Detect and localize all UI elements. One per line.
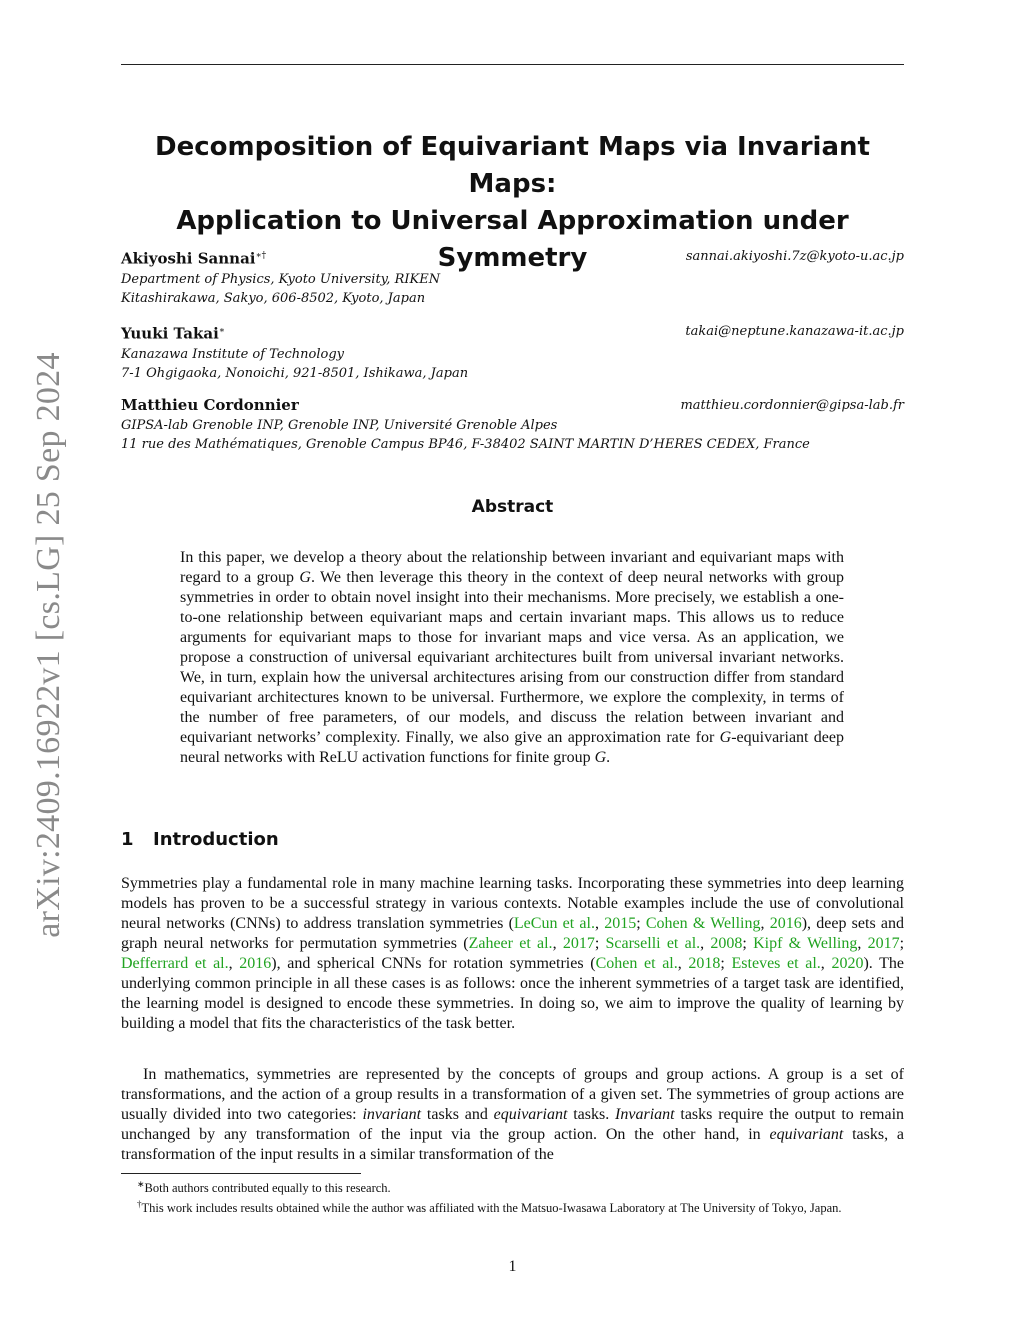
author-address: 11 rue des Mathématiques, Grenoble Campus BP46, F-38402 SAINT MARTIN D’HERES CEDEX, France — [121, 437, 810, 452]
citation-link[interactable]: 2015 — [604, 915, 637, 932]
section-number: 1 — [121, 829, 134, 850]
footnote-mark: † — [137, 1199, 142, 1210]
footnote-text: Both authors contributed equally to this research. — [144, 1181, 391, 1196]
body-text: ; — [636, 915, 646, 932]
body-text: , — [552, 935, 563, 952]
intro-paragraph-2 — [121, 1065, 904, 1165]
section-title: Introduction — [153, 829, 279, 850]
body-text: tasks require the output to remain unchanged by any transformation of the input via the group action. On the other hand, in — [121, 1106, 905, 1143]
author-name: Matthieu Cordonnier — [121, 396, 299, 414]
author-name: Yuuki Takai — [121, 324, 219, 343]
author-email[interactable]: sannai.akiyoshi.7z@kyoto-u.ac.jp — [685, 249, 904, 264]
author-address: 7-1 Ohgigaoka, Nonoichi, 921-8501, Ishikawa, Japan — [121, 365, 469, 381]
body-text: ; — [594, 935, 606, 952]
citation-link[interactable]: 2018 — [688, 955, 721, 972]
author-marks: ∗ — [218, 326, 225, 336]
math-symbol: G — [594, 749, 607, 766]
body-text: ; — [720, 955, 732, 972]
citation-link[interactable]: Zaheer et al. — [468, 935, 553, 952]
body-text: , — [857, 935, 868, 952]
body-text: ; — [899, 935, 905, 952]
citation-link[interactable]: Defferrard et al. — [121, 955, 229, 972]
footnote-mark: ∗ — [137, 1179, 145, 1189]
citation-link[interactable]: Cohen et al. — [595, 955, 678, 972]
abstract-text: -equivariant deep neural networks with ReLU activation functions for finite group — [180, 729, 845, 766]
body-text: , — [594, 915, 605, 932]
abstract-heading: Abstract — [471, 497, 554, 517]
author-name: Akiyoshi Sannai — [121, 249, 256, 268]
emphasis-text: invariant — [362, 1106, 422, 1123]
header-rule — [121, 64, 904, 65]
emphasis-text: Invariant — [615, 1106, 675, 1123]
citation-link[interactable]: Cohen & Welling — [645, 915, 761, 932]
body-text: ), deep sets and graph neural networks for permutation symmetries ( — [121, 915, 904, 952]
author-block-3 — [121, 396, 904, 454]
citation-link[interactable]: Kipf & Welling — [753, 935, 858, 952]
title-line-2: Application to Universal Approximation under Symmetry — [176, 206, 849, 273]
arxiv-identifier: arXiv:2409.16922v1 [cs.LG] 25 Sep 2024 — [30, 352, 67, 938]
citation-link[interactable]: 2017 — [562, 935, 595, 952]
abstract-text: In this paper, we develop a theory about the relationship between invariant and equivariant maps with regard to a group — [180, 549, 844, 586]
body-text: , — [677, 955, 689, 972]
citation-link[interactable]: 2016 — [239, 955, 272, 972]
body-text: , — [760, 915, 770, 932]
abstract-text: . — [606, 749, 611, 766]
footnotes — [121, 1176, 904, 1216]
math-symbol: G — [299, 569, 311, 586]
author-block-1 — [121, 247, 904, 308]
body-text: ), and spherical CNNs for rotation symmetries ( — [271, 955, 596, 972]
citation-link[interactable]: LeCun et al. — [513, 915, 595, 932]
body-text: ; — [742, 935, 754, 952]
author-marks: ∗† — [255, 251, 267, 261]
citation-link[interactable]: Scarselli et al. — [605, 935, 701, 952]
citation-link[interactable]: 2016 — [769, 915, 802, 932]
body-text: , — [228, 955, 240, 972]
body-text: tasks. — [567, 1106, 616, 1123]
author-email[interactable]: takai@neptune.kanazawa-it.ac.jp — [685, 324, 904, 339]
body-text: , — [700, 935, 711, 952]
math-symbol: G — [719, 729, 732, 746]
body-text: Symmetries play a fundamental role in many machine learning tasks. Incorporating these symmetries into deep learning models has proven to be a successful strategy in various contexts. Notable examples include the use of convolutional neural networks (CNNs) to address translation symmetries ( — [121, 875, 904, 932]
author-block-2 — [121, 322, 904, 383]
body-text: In mathematics, symmetries are represented by the concepts of groups and group actions. A group is a set of transformations, and the action of a group results in a transformation of a given set. The symmetries of group actions are usually divided into two categories: — [121, 1066, 904, 1123]
body-text: , — [820, 955, 832, 972]
author-affiliation: GIPSA-lab Grenoble INP, Grenoble INP, Université Grenoble Alpes — [121, 418, 558, 433]
title-line-1: Decomposition of Equivariant Maps via Invariant Maps: — [155, 132, 870, 199]
citation-link[interactable]: 2020 — [831, 955, 864, 972]
emphasis-text: equivariant — [769, 1126, 844, 1143]
citation-link[interactable]: 2017 — [867, 935, 900, 952]
section-heading — [121, 829, 279, 850]
author-affiliation: Kanazawa Institute of Technology — [121, 346, 345, 362]
footnote-1 — [121, 1176, 904, 1196]
author-email[interactable]: matthieu.cordonnier@gipsa-lab.fr — [680, 398, 904, 413]
citation-link[interactable]: Esteves et al. — [731, 955, 821, 972]
body-text: ). The underlying common principle in all these cases is as follows: once the inherent symmetries of a target task are identified, the learning model is designed to encode these symmetries. In doing so, we aim to improve the quality of learning by building a model that fits the characteristics of the task better. — [121, 955, 905, 1032]
citation-link[interactable]: 2008 — [710, 935, 743, 952]
abstract-body — [180, 548, 844, 768]
body-text: tasks, a transformation of the input results in a similar transformation of the — [121, 1126, 905, 1163]
intro-paragraph-1 — [121, 874, 904, 1034]
footnote-text: This work includes results obtained while the author was affiliated with the Matsuo-Iwasawa Laboratory at The University of Tokyo, Japan. — [141, 1201, 842, 1216]
footnote-rule — [121, 1173, 361, 1174]
footnote-2 — [121, 1196, 904, 1216]
author-address: Kitashirakawa, Sakyo, 606-8502, Kyoto, Japan — [121, 290, 426, 306]
author-affiliation: Department of Physics, Kyoto University, RIKEN — [121, 271, 441, 287]
abstract-text: . We then leverage this theory in the context of deep neural networks with group symmetries in order to obtain novel insight into their mechanisms. More precisely, we establish a one-to-one relationship between equivariant maps and certain invariant maps. This allows us to reduce arguments for equivariant maps to those for invariant maps and vice versa. As an application, we propose a construction of universal equivariant architectures built from universal invariant networks. We, in turn, explain how the universal architectures arising from our construction differ from standard equivariant architectures known to be universal. Furthermore, we explore the complexity, in terms of the number of free parameters, of our models, and discuss the relation between invariant and equivariant networks’ complexity. Finally, we also give an approximation rate for — [180, 569, 845, 746]
emphasis-text: equivariant — [493, 1106, 568, 1123]
page-number: 1 — [508, 1258, 517, 1275]
body-text: tasks and — [421, 1106, 494, 1123]
